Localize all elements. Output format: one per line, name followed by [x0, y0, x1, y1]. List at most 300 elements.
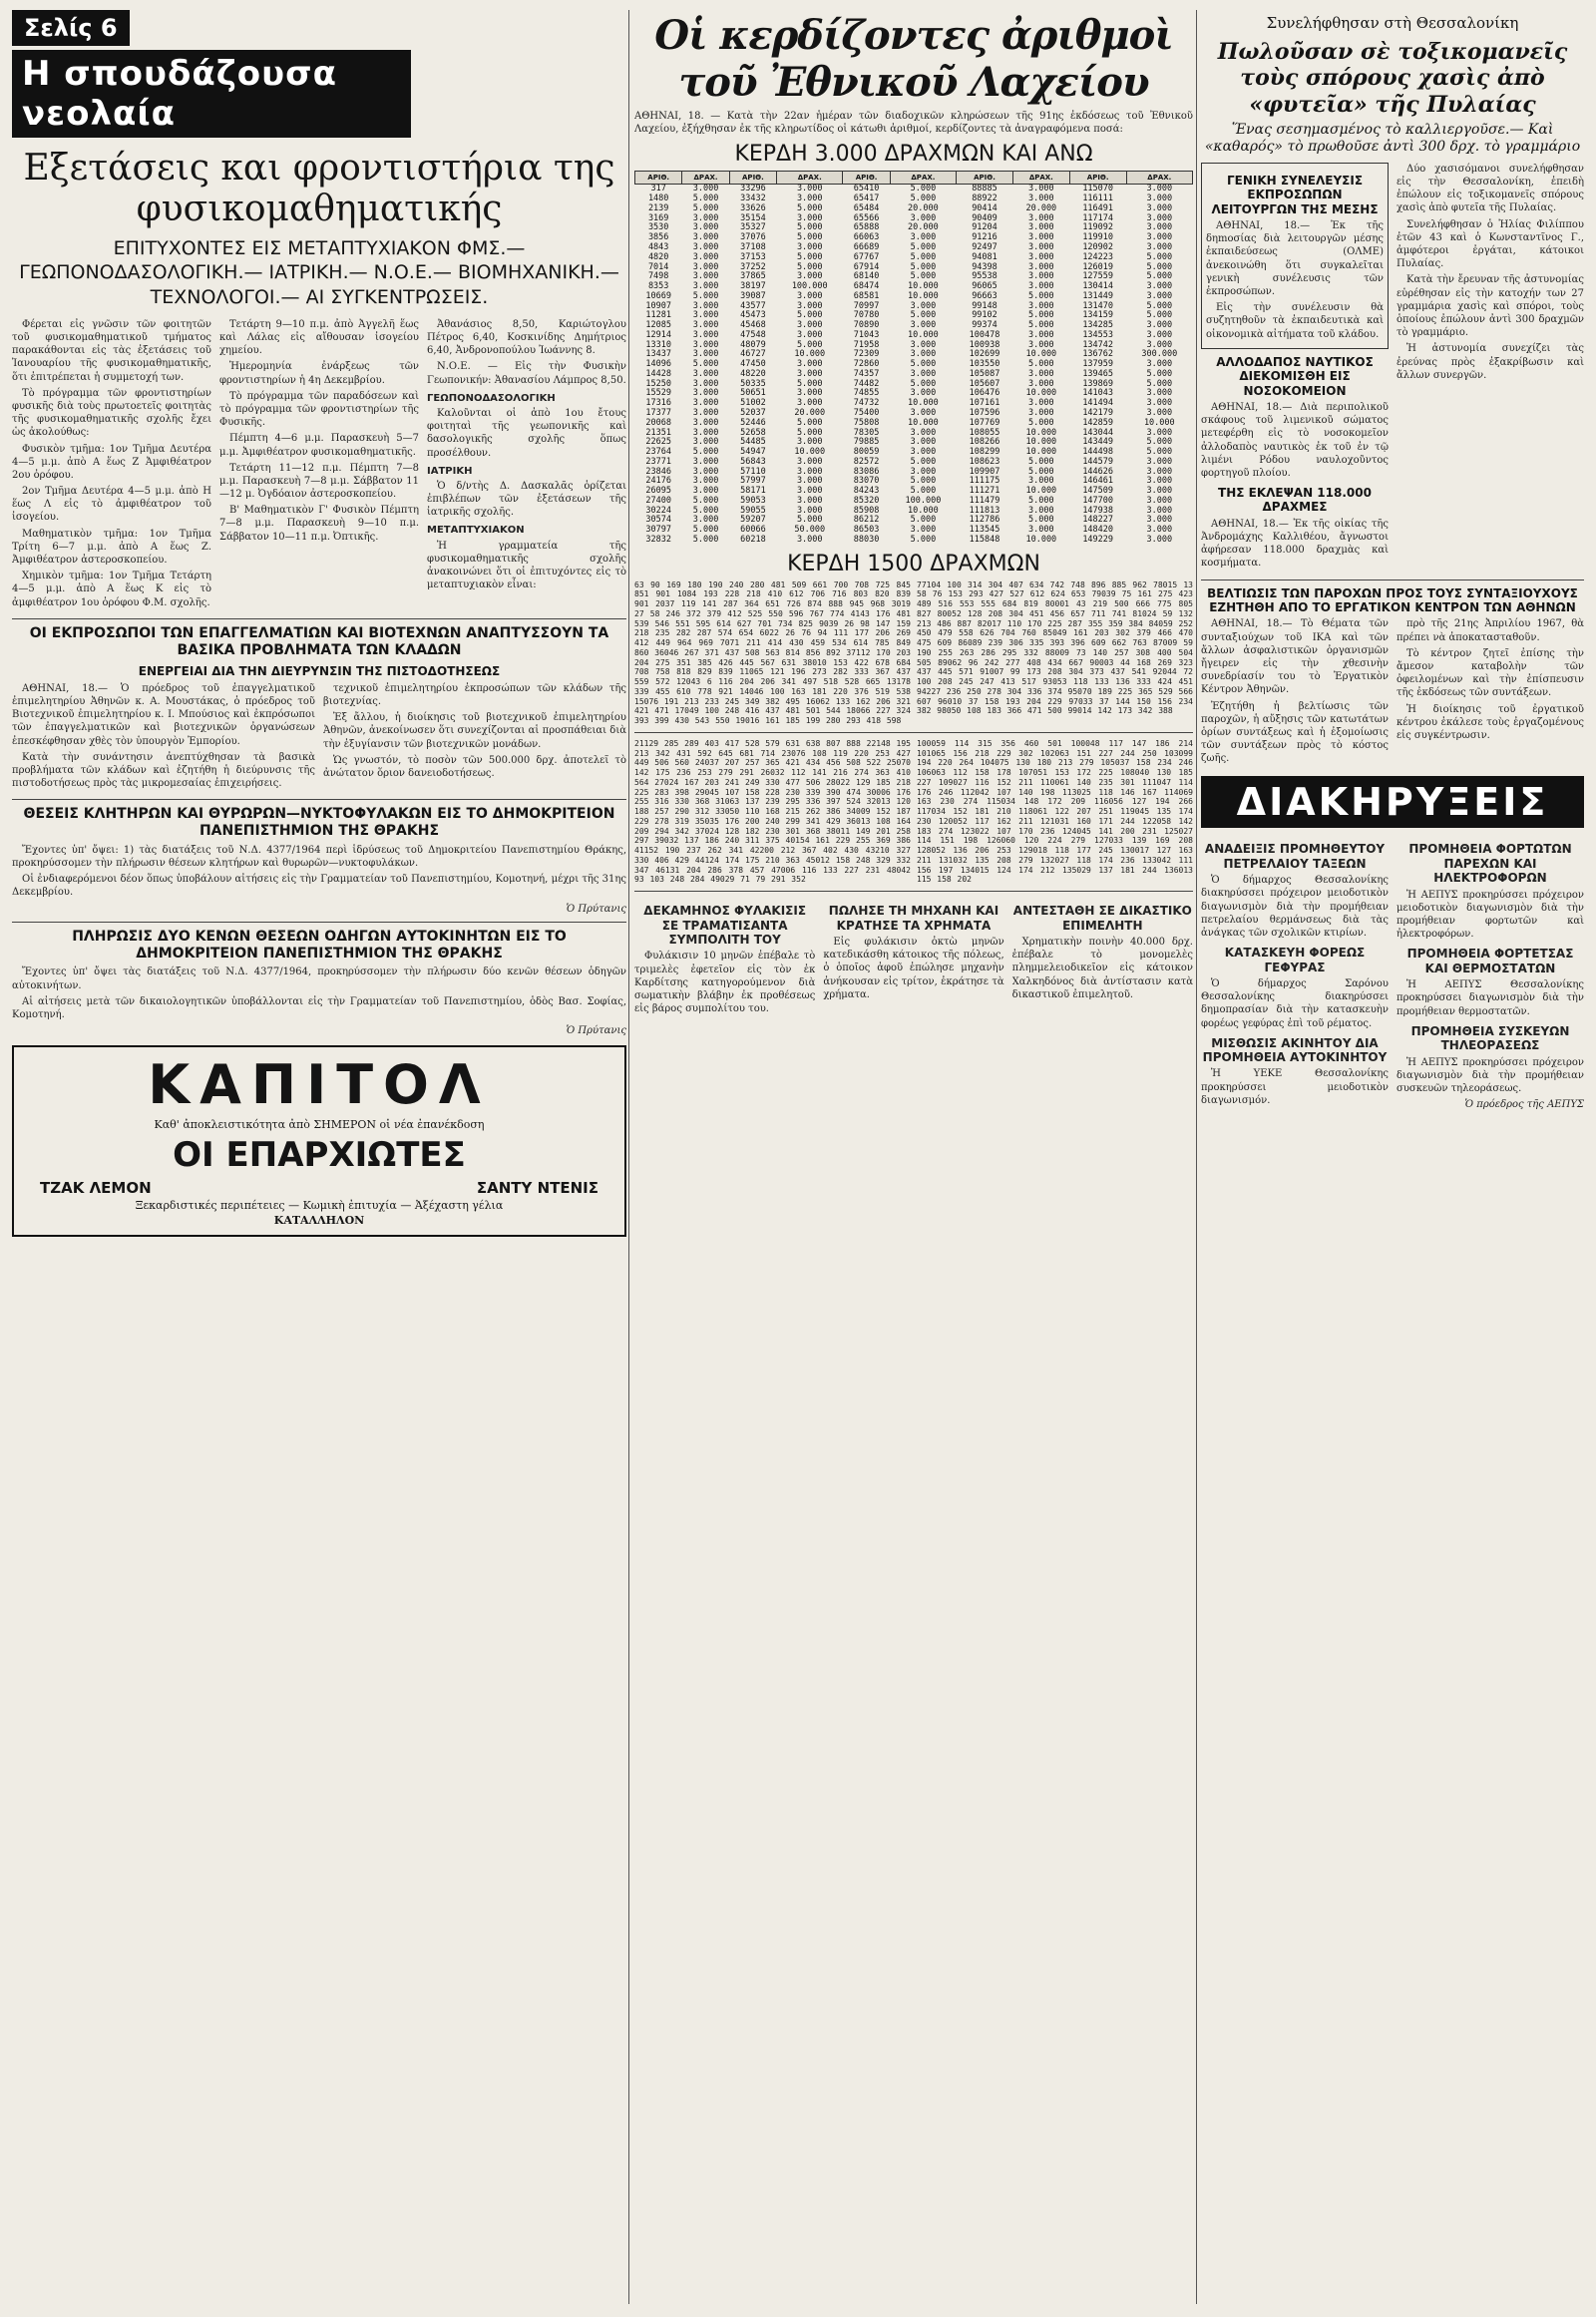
table-cell: 3.000	[692, 232, 719, 243]
table-row	[635, 536, 1193, 546]
doorkeepers-headline: ΘΕΣΕΙΣ ΚΛΗΤΗΡΩΝ ΚΑΙ ΘΥΡΩΡΩΝ—ΝΥΚΤΟΦΥΛΑΚΩΝ ΕΙΣ ΤΟ ΔΗΜΟΚΡΙΤΕΙΟΝ ΠΑΝΕΠΙΣΤΗΜΙΟΝ ΤΗΣ ΘΡΑΚΗΣ	[23, 806, 615, 840]
table-cell: 148227	[1082, 515, 1114, 526]
table-cell: 60218	[740, 534, 766, 545]
main-article	[12, 318, 626, 612]
drivers-article: Ἔχοντες ὑπ' ὄψει τὰς διατάξεις τοῦ Ν.Δ. 4377/1964, προκηρύσσομεν τὴν πλήρωσιν δύο κενῶν θέσεων ὁδηγῶν αὐτοκινήτων. Αἱ αἰτήσεις μετὰ τῶν δικαιολογητικῶν ὑποβάλλονται εἰς τὴν Γραμματείαν τοῦ Πανεπιστημίου, ὁδὸς Βασ. Σοφίας, Κομοτηνή. Ὁ Πρύτανις	[12, 966, 626, 1037]
table-cell: 50.000	[794, 525, 826, 536]
lottery-intro: ΑΘΗΝΑΙ, 18. — Κατὰ τὴν 22αν ἡμέραν τῶν διαδοχικῶν κληρώσεων τῆς 91ης ἐκδόσεως τοῦ Ἐθνικοῦ Λαχείου, ἐξήχθησαν ἐκ τῆς κληρωτίδος οἱ κάτωθι ἀριθμοί, κερδίζοντες τὰ ἀναγραφόμενα ποσά:	[634, 111, 1193, 136]
table-cell: 5.000	[796, 515, 823, 526]
notices: ΑΝΑΔΕΙΞΙΣ ΠΡΟΜΗΘΕΥΤΟΥ ΠΕΤΡΕΛΑΙΟΥ ΤΑΞΕΩΝ Ὁ δήμαρχος Θεσσαλονίκης διακηρύσσει πρόχειρον μειοδοτικὸν διαγωνισμὸν διὰ τὴν προμήθειαν πετρελαίου θερμάνσεως διὰ τὰς ἀνάγκας τῶν σχολικῶν κτιρίων. ΚΑΤΑΣΚΕΥΗ ΦΟΡΕΩΣ ΓΕΦΥΡΑΣ Ὁ δήμαρχος Σαρόνου Θεσσαλονίκης διακηρύσσει δημοπρασίαν διὰ τὴν κατασκευὴν φορέως γεφύρας ἐπὶ τοῦ ρέματος. ΜΙΣΘΩΣΙΣ ΑΚΙΝΗΤΟΥ ΔΙΑ ΠΡΟΜΗΘΕΙΑ ΑΥΤΟΚΙΝΗΤΟΥ Ἡ ΥΕΚΕ Θεσσαλονίκης προκηρύσσει μειοδοτικὸν διαγωνισμόν. ΠΡΟΜΗΘΕΙΑ ΦΟΡΤΩΤΩΝ ΠΑΡΕΧΩΝ ΚΑΙ ΗΛΕΚΤΡΟΦΟΡΩΝ Ἡ ΑΕΠΥΣ προκηρύσσει πρόχειρον μειοδοτικὸν διαγωνισμὸν διὰ τὴν προμήθειαν φορτωτῶν καὶ ἠλεκτροφόρων. ΠΡΟΜΗΘΕΙΑ ΦΟΡΤΕΤΣΑΣ ΚΑΙ ΘΕΡΜΟΣΤΑΤΩΝ Ἡ ΑΕΠΥΣ Θεσσαλονίκης προκηρύσσει διαγωνισμὸν διὰ τὴν προμήθειαν θερμοστατῶν. ΠΡΟΜΗΘΕΙΑ ΣΥΣΚΕΥΩΝ ΤΗΛΕΟΡΑΣΕΩΣ Ἡ ΑΕΠΥΣ προκηρύσσει πρόχειρον διαγωνισμὸν διὰ τὴν προμήθειαν συσκευῶν τηλεοράσεως. Ὁ πρόεδρος τῆς ΑΕΠΥΣ	[1201, 842, 1584, 1111]
table-cell: 37108	[740, 241, 766, 252]
prizes-1500-lists	[634, 580, 1193, 726]
table-cell: 3.000	[1146, 184, 1173, 194]
table-cell: 3856	[647, 232, 669, 243]
table-cell: 3.000	[910, 349, 937, 360]
table-cell: 3.000	[692, 427, 719, 438]
table-cell: 37153	[740, 251, 766, 262]
table-cell: 5.000	[1028, 310, 1054, 321]
table-cell: 72860	[853, 359, 880, 370]
table-cell: 10.000	[908, 417, 939, 428]
table-cell: 23846	[645, 466, 671, 477]
divider	[12, 618, 626, 619]
table-cell: 3.000	[1146, 339, 1173, 350]
prizes-1500-lists-lower	[634, 739, 1193, 885]
table-cell: 74482	[853, 378, 880, 389]
main-article-col2: Τετάρτη 9—10 π.μ. ἀπὸ Ἀγγελῆ ἕως καὶ Λάλας εἰς αἴθουσαν ἰσογείου χημείου. Ἡμερομηνία ἐνάρξεως τῶν φροντιστηρίων ἡ 4η Δεκεμβρίου. Τὸ πρόγραμμα τῶν παραδόσεων καὶ τὸ πρόγραμμα τῶν φροντιστηρίων τῆς Φυσικῆς. Πέμπτη 4—6 μ.μ. Παρασκευὴ 5—7 μ.μ. Ἀμφιθέατρον φυσικομαθηματικῆς. Τετάρτη 11—12 π.μ. Πέμπτη 7—8 μ.μ. Παρασκευὴ 7—8 μ.μ. Σάββατον 11—12 μ. Ὀγδόαιον ἀστεροσκοπείου. Β' Μαθηματικὸν Γ' Φυσικὸν Πέμπτη 7—8 μ.μ. Παρασκευὴ 9—10 π.μ. Σάββατον 10—11 π.μ. Ὀπτικῆς.	[219, 318, 419, 543]
table-cell: 50335	[740, 378, 766, 389]
table-cell: 71043	[853, 329, 880, 340]
table-cell: 52037	[740, 407, 766, 418]
table-cell: 3.000	[796, 271, 823, 282]
column-rule	[1196, 10, 1197, 2304]
table-cell: 37865	[740, 271, 766, 282]
advert-title: ΚΑΠΙΤΟΛ	[148, 1053, 491, 1117]
table-cell: 27400	[645, 495, 671, 506]
table-cell: 136762	[1082, 349, 1114, 360]
table-cell: 100938	[969, 339, 1000, 350]
table-cell: 32832	[645, 534, 671, 545]
table-cell: 3.000	[1146, 202, 1173, 213]
table-cell: 68581	[853, 290, 880, 301]
lottery-table	[634, 171, 1193, 545]
table-cell: 3.000	[1146, 486, 1173, 497]
table-cell: 108299	[969, 447, 1000, 458]
table-cell: 3.000	[692, 310, 719, 321]
table-cell: 3.000	[1028, 193, 1054, 204]
table-cell: 3.000	[910, 300, 937, 311]
table-cell: 5.000	[910, 251, 937, 262]
divider	[12, 922, 626, 923]
column-header: ΔΡΑΧ.	[1126, 172, 1192, 185]
table-cell: 90414	[972, 202, 998, 213]
table-cell: 3.000	[692, 222, 719, 233]
table-cell: 96065	[972, 281, 998, 292]
table-cell: 30224	[645, 505, 671, 516]
table-cell: 3.000	[796, 193, 823, 204]
table-cell: 5.000	[796, 378, 823, 389]
table-cell: 5.000	[796, 310, 823, 321]
table-cell: 10.000	[908, 505, 939, 516]
number-list: 100059 114 315 356 460 501 100048 117 147 186 214 101065 156 218 229 302 102063 151 227 244 250 103099 194 220 264 104075 130 180 213 279 105037 158 234 246 106063 112 158 178 107051 153 172 225 108040 130 185 227 109027 116 152 211 110061 140 235 301 111047 114 176 246 112042 107 140 198 113025 118 146 167 114069 163 230 274 115034 148 172 209 116056 127 194 266 117034 152 181 210 118061 122 207 251 119045 135 174 230 120052 117 162 211 121031 160 171 244 122058 142 183 274 123022 107 170 236 124045 141 200 231 125027 114 151 198 126060 120 224 279 127033 139 169 208 128052 136 206 253 129018 118 177 245 130017 127 163 211 131032 135 208 279 132027 118 174 236 133042 111 156 197 134015 124 174 212 135029 137 181 244 136013 115 158 202	[917, 738, 1193, 885]
prizes-1500-heading: ΚΕΡΔΗ 1500 ΔΡΑΧΜΩΝ	[787, 551, 1040, 577]
table-cell: 59053	[740, 495, 766, 506]
table-cell: 47450	[740, 359, 766, 370]
table-cell: 24176	[645, 476, 671, 487]
table-cell: 10.000	[1025, 447, 1057, 458]
number-list: 63 90 169 180 190 240 280 481 509 661 700 708 725 845 851 901 1084 193 228 218 410 612 706 716 803 820 839 901 2037 119 141 287 364 651 726 874 888 945 968 3019 27 58 246 372 379 412 525 550 596 767 774 4143 176 481 539 546 551 595 614 627 701 734 825 9039 26 98 147 159 218 235 282 287 574 654 6022 26 76 94 111 177 206 269 412 449 964 969 7071 211 414 430 459 534 614 785 849 860 36046 267 371 437 508 563 814 856 892 37112 170 203 204 275 351 385 426 445 567 631 38010 153 422 678 684 708 758 818 829 839 11065 121 196 273 282 333 367 437 559 572 12043 6 116 204 206 341 497 518 528 665 13178 339 455 610 778 921 14046 100 163 181 220 376 519 538 15076 191 213 233 245 349 382 495 16062 133 162 206 321 421 471 17049 100 248 416 437 481 501 544 18066 227 324 393 399 430 543 550 19016 161 185 199 280 293 418 598	[634, 579, 911, 726]
table-cell: 120902	[1082, 241, 1114, 252]
table-cell: 5.000	[1146, 271, 1173, 282]
table-cell: 91204	[972, 222, 998, 233]
right-upper: ΓΕΝΙΚΗ ΣΥΝΕΛΕΥΣΙΣ ΕΚΠΡΟΣΩΠΩΝ ΛΕΙΤΟΥΡΓΩΝ ΤΗΣ ΜΕΣΗΣ ΑΘΗΝΑΙ, 18.— Ἐκ τῆς δηmοσίας διὰ λειτουργῶν μέσης ἐκπαιδεύσεως (ΟΛΜΕ) ἀνεκοινώθη ὅτι συγκαλεῖται γενικὴ συνέλευσις τῶν ἐκπροσώπων. Εἰς τὴν συνέλευσιν θὰ συζητηθοῦν τὰ ἐκπαιδευτικὰ καὶ οἰκονομικὰ αἰτήματα τοῦ κλάδου. ΑΛΛΟΔΑΠΟΣ ΝΑΥΤΙΚΟΣ ΔΙΕΚΟΜΙΣΘΗ ΕΙΣ ΝΟΣΟΚΟΜΕΙΟΝ ΑΘΗΝΑΙ, 18.— Διὰ περιπολικοῦ σκάφους τοῦ λιμενικοῦ σώματος μετεφέρθη εἰς τὸ νοσοκομεῖον ἀλλοδαπὸς ναυτικὸς ἐκ τοῦ ἐν τῷ λιμένι Ρόδου ναυλοχοῦντος φορτηγοῦ πλοίου. ΤΗΣ ΕΚΛΕΨΑΝ 118.000 ΔΡΑΧΜΕΣ ΑΘΗΝΑΙ, 18.— Ἐκ τῆς οἰκίας τῆς Ἀνδρομάχης Καλλιθέου, ἄγνωστοι ἀφήρεσαν 118.000 δραχμὰς καὶ κοσμήματα. Δύο χασισόμανοι συνελήφθησαν εἰς τὴν Θεσσαλονίκη, ἐπειδὴ ἐπώλουν εἰς τοξικομανεῖς σπόρους χασὶς ἀπὸ φυτεῖα τῆς Πυλαίας. Συνελήφθησαν ὁ Ἠλίας Φιλίππου ἐτῶν 43 καὶ ὁ Κωνσταντῖνος Γ., ἀμφότεροι ἐργάται, κάτοικοι Πυλαίας. Κατὰ τὴν ἔρευναν τῆς ἀστυνομίας εὑρέθησαν εἰς τὴν κατοχήν των 27 γραμμάρια χασὶς καὶ σπόροι, τοὺς ὁποίους ἐπώλουν ἀντὶ 300 δραχμῶν τὸ γραμμάριο. Ἡ ἀστυνομία συνεχίζει τὰς ἐρεύνας πρὸς ἐξακρίβωσιν καὶ ἄλλων συνεργῶν.	[1201, 163, 1584, 574]
table-cell: 83070	[853, 476, 880, 487]
table-cell: 5.000	[910, 359, 937, 370]
table-cell: 37252	[740, 261, 766, 272]
table-cell: 20.000	[794, 407, 826, 418]
table-cell: 5.000	[796, 251, 823, 262]
table-cell: 14096	[645, 359, 671, 370]
table-cell: 3.000	[910, 437, 937, 448]
table-cell: 3.000	[1146, 320, 1173, 331]
table-cell: 90409	[972, 212, 998, 223]
table-cell: 3530	[647, 222, 669, 233]
table-cell: 10669	[645, 290, 671, 301]
drivers-signature: Ὁ Πρύτανις	[566, 1025, 626, 1037]
table-cell: 5.000	[910, 476, 937, 487]
table-cell: 5.000	[692, 534, 719, 545]
table-cell: 3.000	[1146, 407, 1173, 418]
table-cell: 3.000	[692, 329, 719, 340]
table-cell: 65417	[853, 193, 880, 204]
table-cell: 10.000	[1025, 388, 1057, 399]
table-cell: 5.000	[692, 525, 719, 536]
table-cell: 10.000	[908, 329, 939, 340]
drug-article: Δύο χασισόμανοι συνελήφθησαν εἰς τὴν Θεσσαλονίκη, ἐπειδὴ ἐπώλουν εἰς τοξικομανεῖς σπόρους χασὶς ἀπὸ φυτεῖα τῆς Πυλαίας. Συνελήφθησαν ὁ Ἠλίας Φιλίππου ἐτῶν 43 καὶ ὁ Κωνσταντῖνος Γ., ἀμφότεροι ἐργάται, κάτοικοι Πυλαίας. Κατὰ τὴν ἔρευναν τῆς ἀστυνομίας εὑρέθησαν εἰς τὴν κατοχήν των 27 γραμμάρια χασὶς καὶ σπόροι, τοὺς ὁποίους ἐπώλουν ἀντὶ 300 δραχμῶν τὸ γραμμάριο. Ἡ ἀστυνομία συνεχίζει τὰς ἐρεύνας πρὸς ἐξακρίβωσιν καὶ ἄλλων συνεργῶν.	[1396, 163, 1584, 381]
divider	[1201, 579, 1584, 580]
table-cell: 21351	[645, 427, 671, 438]
table-cell: 3.000	[692, 320, 719, 331]
table-cell: 143449	[1082, 437, 1114, 448]
table-cell: 10.000	[908, 281, 939, 292]
table-cell: 126019	[1082, 261, 1114, 272]
table-cell: 139465	[1082, 368, 1114, 379]
table-cell: 74357	[853, 368, 880, 379]
advert-tagline: Ξεκαρδιστικές περιπέτειες — Κωμικὴ ἐπιτυχία — Ἀξέχαστη γέλια	[135, 1199, 504, 1213]
table-cell: 5.000	[910, 271, 937, 282]
table-cell: 317	[650, 184, 666, 194]
table-cell: 88922	[972, 193, 998, 204]
table-cell: 5.000	[796, 232, 823, 243]
table-cell: 67767	[853, 251, 880, 262]
table-cell: 139869	[1082, 378, 1114, 389]
table-cell: 3.000	[692, 339, 719, 350]
table-cell: 130414	[1082, 281, 1114, 292]
notices-signature: Ὁ πρόεδρος τῆς ΑΕΠΥΣ	[1464, 1099, 1584, 1111]
table-cell: 88030	[853, 534, 880, 545]
advert-film-title: ΟΙ ΕΠΑΡΧΙΩΤΕΣ	[173, 1135, 466, 1176]
table-cell: 5.000	[692, 290, 719, 301]
table-cell: 85320	[853, 495, 880, 506]
table-cell: 20.000	[1025, 202, 1057, 213]
table-cell: 20068	[645, 417, 671, 428]
table-cell: 35154	[740, 212, 766, 223]
table-cell: 85908	[853, 505, 880, 516]
table-cell: 3.000	[1028, 398, 1054, 409]
table-cell: 3.000	[1146, 427, 1173, 438]
table-cell: 48220	[740, 368, 766, 379]
divider	[634, 891, 1193, 892]
column-header: ΔΡΑΧ.	[682, 172, 729, 185]
table-cell: 3.000	[692, 184, 719, 194]
table-cell: 33626	[740, 202, 766, 213]
table-cell: 91216	[972, 232, 998, 243]
table-cell: 70997	[853, 300, 880, 311]
table-cell: 3.000	[1028, 212, 1054, 223]
table-cell: 3.000	[910, 232, 937, 243]
table-cell: 117174	[1082, 212, 1114, 223]
table-cell: 5.000	[910, 378, 937, 389]
table-cell: 5.000	[692, 505, 719, 516]
table-cell: 13437	[645, 349, 671, 360]
table-cell: 3.000	[1146, 329, 1173, 340]
table-cell: 3169	[647, 212, 669, 223]
table-cell: 3.000	[1146, 398, 1173, 409]
table-cell: 105087	[969, 368, 1000, 379]
table-cell: 79885	[853, 437, 880, 448]
table-cell: 58171	[740, 486, 766, 497]
advert-rating: ΚΑΤΑΛΛΗΛΟΝ	[273, 1214, 365, 1228]
table-cell: 5.000	[796, 427, 823, 438]
table-cell: 88885	[972, 184, 998, 194]
table-cell: 52446	[740, 417, 766, 428]
table-cell: 12085	[645, 320, 671, 331]
table-cell: 3.000	[692, 241, 719, 252]
table-cell: 51002	[740, 398, 766, 409]
table-cell: 3.000	[692, 368, 719, 379]
table-cell: 5.000	[1028, 495, 1054, 506]
table-cell: 5.000	[1028, 515, 1054, 526]
table-cell: 60066	[740, 525, 766, 536]
table-cell: 3.000	[692, 417, 719, 428]
table-cell: 70780	[853, 310, 880, 321]
table-cell: 5.000	[1028, 359, 1054, 370]
table-cell: 10.000	[1025, 486, 1057, 497]
drivers-headline: ΠΛΗΡΩΣΙΣ ΔΥΟ ΚΕΝΩΝ ΘΕΣΕΩΝ ΟΔΗΓΩΝ ΑΥΤΟΚΙΝΗΤΩΝ ΕΙΣ ΤΟ ΔΗΜΟΚΡΙΤΕΙΟΝ ΠΑΝΕΠΙΣΤΗΜΙΟΝ ΤΗΣ ΘΡΑΚΗΣ	[72, 928, 567, 962]
court-briefs	[634, 898, 1193, 1018]
table-cell: 3.000	[796, 329, 823, 340]
table-cell: 4843	[647, 241, 669, 252]
table-cell: 3.000	[796, 505, 823, 516]
table-cell: 5.000	[1146, 310, 1173, 321]
table-cell: 3.000	[692, 486, 719, 497]
lottery-headline: Οἱ κερδίζοντες ἀριθμοὶ τοῦ Ἐθνικοῦ Λαχείου	[654, 12, 1173, 106]
table-cell: 3.000	[1146, 495, 1173, 506]
pensions-headline: ΒΕΛΤΙΩΣΙΣ ΤΩΝ ΠΑΡΟΧΩΝ ΠΡΟΣ ΤΟΥΣ ΣΥΝΤΑΞΙΟΥΧΟΥΣ ΕΖΗΤΗΘΗ ΑΠΟ ΤΟ ΕΡΓΑΤΙΚΟΝ ΚΕΝΤΡΟΝ ΤΩΝ ΑΘΗΝΩΝ	[1207, 585, 1578, 614]
table-cell: 30574	[645, 515, 671, 526]
table-cell: 3.000	[1146, 456, 1173, 467]
table-cell: 3.000	[1028, 261, 1054, 272]
table-cell: 134553	[1082, 329, 1114, 340]
table-cell: 57110	[740, 466, 766, 477]
table-cell: 26095	[645, 486, 671, 497]
table-cell: 5.000	[1028, 466, 1054, 477]
table-cell: 147700	[1082, 495, 1114, 506]
table-cell: 86503	[853, 525, 880, 536]
table-cell: 71958	[853, 339, 880, 350]
table-cell: 3.000	[692, 251, 719, 262]
table-cell: 2139	[647, 202, 669, 213]
number-list: 21129 285 289 403 417 528 579 631 638 807 888 22148 195 213 342 431 592 645 681 714 23076 108 119 220 253 427 449 506 560 24037 207 257 365 421 434 456 508 522 25070 142 175 236 253 279 291 26032 112 141 216 274 363 410 564 27024 167 203 241 249 330 477 506 28022 129 185 218 225 283 398 29045 107 158 228 230 339 390 474 30006 176 255 316 330 368 31063 137 239 295 336 397 524 32013 120 188 257 290 312 33050 110 168 215 262 386 34009 152 187 229 278 319 35035 176 200 240 299 341 429 36013 108 164 209 294 342 37024 128 182 230 301 368 38011 149 201 258 297 39032 137 186 240 311 375 40154 161 229 255 369 386 41152 190 237 262 341 42200 212 367 402 430 43210 327 330 406 429 44124 174 175 210 363 45012 158 248 329 332 347 46131 204 286 378 457 47006 116 133 227 231 48042 93 103 248 284 49029 71 79 291 352	[634, 738, 911, 885]
table-cell: 5.000	[1146, 368, 1173, 379]
notices-banner: ΔΙΑΚΗΡΥΞΕΙΣ	[1201, 776, 1584, 828]
court-brief: ΔΕΚΑΜΗΝΟΣ ΦΥΛΑΚΙΣΙΣ ΣΕ ΤΡΑΜΑΤΙΣΑΝΤΑ ΣΥΜΠΟΛΙΤΗ ΤΟΥ Φυλάκισιν 10 μηνῶν ἐπέβαλε τὸ τριμελὲς ἐφετεῖον εἰς τὸν ἐκ Καρδίτσης κατηγορούμενον διὰ σωματικὴν βλάβην ἐκ προθέσεως εἰς βάρος συμπολίτου του.	[634, 904, 816, 1015]
table-cell: 134285	[1082, 320, 1114, 331]
table-cell: 5.000	[1028, 456, 1054, 467]
table-cell: 115848	[969, 534, 1000, 545]
table-cell: 116111	[1082, 193, 1114, 204]
table-cell: 103550	[969, 359, 1000, 370]
table-cell: 10.000	[908, 290, 939, 301]
table-cell: 3.000	[692, 271, 719, 282]
table-cell: 95538	[972, 271, 998, 282]
table-cell: 3.000	[796, 495, 823, 506]
table-cell: 10.000	[794, 349, 826, 360]
table-cell: 17316	[645, 398, 671, 409]
table-cell: 5.000	[1028, 320, 1054, 331]
table-cell: 3.000	[1028, 476, 1054, 487]
table-cell: 39087	[740, 290, 766, 301]
table-cell: 112786	[969, 515, 1000, 526]
table-cell: 83086	[853, 466, 880, 477]
table-cell: 148420	[1082, 525, 1114, 536]
table-cell: 3.000	[1028, 300, 1054, 311]
table-cell: 108266	[969, 437, 1000, 448]
table-cell: 67914	[853, 261, 880, 272]
table-cell: 107769	[969, 417, 1000, 428]
table-cell: 10.000	[1025, 534, 1057, 545]
table-cell: 5.000	[1146, 300, 1173, 311]
doorkeepers-signature: Ὁ Πρύτανις	[566, 903, 626, 915]
prizes-3000-heading: ΚΕΡΔΗ 3.000 ΔΡΑΧΜΩΝ ΚΑΙ ΑΝΩ	[734, 142, 1093, 168]
lottery-table-body	[635, 185, 1193, 546]
table-cell: 3.000	[692, 437, 719, 448]
table-cell: 3.000	[1146, 515, 1173, 526]
table-cell: 100.000	[905, 495, 942, 506]
table-cell: 3.000	[1028, 271, 1054, 282]
table-cell: 37076	[740, 232, 766, 243]
table-cell: 65888	[853, 222, 880, 233]
table-cell: 5.000	[796, 222, 823, 233]
table-cell: 108623	[969, 456, 1000, 467]
table-cell: 5.000	[796, 261, 823, 272]
table-cell: 3.000	[1028, 505, 1054, 516]
table-cell: 5.000	[796, 202, 823, 213]
table-cell: 1480	[647, 193, 669, 204]
table-cell: 15250	[645, 378, 671, 389]
table-cell: 3.000	[910, 212, 937, 223]
table-cell: 3.000	[796, 290, 823, 301]
table-cell: 82572	[853, 456, 880, 467]
table-cell: 3.000	[910, 407, 937, 418]
table-cell: 54947	[740, 447, 766, 458]
table-cell: 111175	[969, 476, 1000, 487]
middle-column	[634, 10, 1193, 2304]
column-header: ΑΡΙΘ.	[729, 172, 776, 185]
table-cell: 45473	[740, 310, 766, 321]
table-cell: 43577	[740, 300, 766, 311]
table-cell: 15529	[645, 388, 671, 399]
lottery-table-header	[635, 172, 1193, 185]
table-cell: 300.000	[1141, 349, 1178, 360]
table-cell: 8353	[647, 281, 669, 292]
table-cell: 3.000	[796, 466, 823, 477]
table-cell: 147509	[1082, 486, 1114, 497]
table-cell: 99374	[972, 320, 998, 331]
table-cell: 22625	[645, 437, 671, 448]
table-cell: 10.000	[1025, 437, 1057, 448]
table-cell: 141043	[1082, 388, 1114, 399]
table-cell: 94081	[972, 251, 998, 262]
table-cell: 3.000	[692, 388, 719, 399]
table-cell: 3.000	[692, 281, 719, 292]
table-cell: 4820	[647, 251, 669, 262]
table-cell: 5.000	[910, 241, 937, 252]
table-cell: 3.000	[910, 447, 937, 458]
number-list: 77104 100 314 304 407 634 742 748 896 885 962 78015 13 58 76 153 293 427 527 612 624 653 79039 75 161 275 423 489 516 553 555 684 819 80001 43 219 500 666 775 805 827 80052 128 208 304 451 456 657 711 741 81024 59 132 213 486 887 82017 110 170 225 287 355 359 384 84059 252 450 479 558 626 704 760 85049 161 203 302 379 466 470 475 609 86089 239 306 335 393 396 609 662 763 87009 59 190 255 263 286 295 332 88009 73 140 257 308 400 504 505 89062 96 242 277 408 434 667 90003 44 168 269 323 437 445 571 91007 99 173 208 304 373 437 541 92044 72 100 208 245 247 413 517 93053 118 133 136 333 424 451 94227 236 250 278 304 336 374 95070 189 225 365 529 566 607 96010 37 158 193 204 229 97033 37 144 150 156 234 382 98050 108 183 366 471 500 99014 142 173 342 388	[917, 579, 1193, 716]
table-cell: 59207	[740, 515, 766, 526]
table-cell: 59055	[740, 505, 766, 516]
section-title: Η σπουδάζουσα νεολαία	[12, 50, 411, 138]
main-article-col3: Ἀθανάσιος 8,50, Καριώτογλου Πέτρος 6,40, Κοσκινίδης Δημήτριος 6,40, Ἀνδρονοπούλου Ἰωάννης 8. Ν.Ο.Ε. — Εἰς τὴν Φυσικὴν Γεωπονικήν: Ἀθανασίου Λάμπρος 8,50. ΓΕΩΠΟΝΟΔΑΣΟΛΟΓΙΚΗ Καλοῦνται οἱ ἀπὸ 1ου ἔτους φοιτηταὶ τῆς γεωπονικῆς καὶ δασολογικῆς σχολῆς ὅπως προσέλθουν. ΙΑΤΡΙΚΗ Ὁ δ/ντὴς Δ. Δασκαλᾶς ὁρίζεται ἐπιβλέπων τῶν ἐξετάσεων τῆς ἰατρικῆς σχολῆς. ΜΕΤΑΠΤΥΧΙΑΚΟΝ Ἡ γραμματεία τῆς φυσικομαθηματικῆς σχολῆς ἀνακοινώνει ὅτι οἱ ἐπιτυχόντες εἰς τὸ μεταπτυχιακὸν εἶναι:	[427, 318, 626, 591]
table-cell: 5.000	[1028, 417, 1054, 428]
table-cell: 84243	[853, 486, 880, 497]
advert-stars: ΤΖΑΚ ΛΕΜΟΝ ΣΑΝΤΥ ΝΤΕΝΙΣ	[40, 1179, 598, 1198]
table-cell: 3.000	[910, 525, 937, 536]
table-cell: 3.000	[796, 437, 823, 448]
table-cell: 65410	[853, 184, 880, 194]
table-cell: 116491	[1082, 202, 1114, 213]
table-cell: 68474	[853, 281, 880, 292]
table-cell: 3.000	[692, 515, 719, 526]
table-cell: 5.000	[910, 261, 937, 272]
table-cell: 141494	[1082, 398, 1114, 409]
table-cell: 3.000	[796, 359, 823, 370]
table-cell: 137959	[1082, 359, 1114, 370]
doorkeepers-article: Ἔχοντες ὑπ' ὄψει: 1) τὰς διατάξεις τοῦ Ν.Δ. 4377/1964 περὶ ἱδρύσεως τοῦ Δημοκριτείου Πανεπιστημίου Θράκης, προκηρύσσομεν τὴν πλήρωσιν θέσεων κλητήρων καὶ θυρωρῶν—νυκτοφυλάκων. Οἱ ἐνδιαφερόμενοι δέον ὅπως ὑποβάλουν αἰτήσεις εἰς τὴν Γραμματείαν τοῦ Πανεπιστημίου, Κομοτηνή, μέχρι τῆς 31ης Δεκεμβρίου. Ὁ Πρύτανις	[12, 844, 626, 915]
table-cell: 3.000	[1028, 184, 1054, 194]
table-cell: 5.000	[1146, 437, 1173, 448]
table-cell: 107161	[969, 398, 1000, 409]
column-header: ΔΡΑΧ.	[890, 172, 956, 185]
main-deck: ΕΠΙΤΥΧΟΝΤΕΣ ΕΙΣ ΜΕΤΑΠΤΥΧΙΑΚΟΝ ΦΜΣ.— ΓΕΩΠΟΝΟΔΑΣΟΛΟΓΙΚΗ.— ΙΑΤΡΙΚΗ.— Ν.Ο.Ε.— ΒΙΟΜΗΧΑΝΙΚΗ.— ΤΕΧΝΟΛΟΓΟΙ.— ΑΙ ΣΥΓΚΕΝΤΡΩΣΕΙΣ.	[19, 236, 619, 309]
table-cell: 3.000	[1146, 222, 1173, 233]
table-cell: 3.000	[1028, 222, 1054, 233]
main-article-col1: Φέρεται εἰς γνῶσιν τῶν φοιτητῶν τοῦ φυσικομαθηματικοῦ τμήματος παρακάθονται εἰς τὰς ἐξετάσεις τοῦ Ἰανουαρίου τῆς φυσικομαθηματικῆς, ὅτι ἐπιτρέπεται ἡ συμμετοχή των. Τὸ πρόγραμμα τῶν φροντιστηρίων φυσικῆς διὰ τοὺς πρωτοετεῖς φοιτητὰς τῆς φυσικομαθηματικῆς σχολῆς ἔχει ὡς ἀκολούθως: Φυσικὸν τμῆμα: 1ον Τμῆμα Δευτέρα 4—5 μ.μ. ἀπὸ Α ἕως Ζ Ἀμφιθέατρον 2ου ὀρόφου. 2ον Τμῆμα Δευτέρα 4—5 μ.μ. ἀπὸ Η ἕως Λ εἰς τὸ ἀμφιθέατρον τοῦ ἰσογείου. Μαθηματικὸν τμῆμα: 1ον Τμῆμα Τρίτη 6—7 μ.μ. ἀπὸ Α ἕως Ζ. Ἀμφιθέατρον ἀστεροσκοπείου. Χημικὸν τμῆμα: 1ον Τμῆμα Τετάρτη 4—5 μ.μ. ἀπὸ Α ἕως Κ εἰς τὸ ἀμφιθέατρον 1ου ὀρόφου Φ.Μ. σχολῆς.	[12, 318, 211, 608]
column-header: ΑΡΙΘ.	[957, 172, 1013, 185]
table-cell: 3.000	[692, 378, 719, 389]
table-cell: 13310	[645, 339, 671, 350]
main-headline: Εξετάσεις και φροντιστήρια της φυσικομαθηματικής	[23, 148, 615, 230]
court-brief: ΑΝΤΕΣΤΑΘΗ ΣΕ ΔΙΚΑΣΤΙΚΟ ΕΠΙΜΕΛΗΤΗ Χρηματικὴν ποινὴν 40.000 δρχ. ἐπέβαλε τὸ μονομελὲς πλημμελειοδικεῖον εἰς κάτοικον Χαλκηδόνος διὰ ἀντίστασιν κατὰ δικαστικοῦ ἐπιμελητοῦ.	[1011, 904, 1193, 1000]
table-cell: 52658	[740, 427, 766, 438]
table-cell: 100478	[969, 329, 1000, 340]
table-cell: 3.000	[910, 368, 937, 379]
right-column	[1201, 10, 1584, 2304]
table-cell: 20.000	[908, 202, 939, 213]
table-cell: 3.000	[692, 349, 719, 360]
table-cell: 99102	[972, 310, 998, 321]
table-cell: 78305	[853, 427, 880, 438]
table-cell: 3.000	[1146, 232, 1173, 243]
table-cell: 5.000	[910, 193, 937, 204]
table-cell: 7498	[647, 271, 669, 282]
table-cell: 107596	[969, 407, 1000, 418]
table-cell: 5.000	[692, 495, 719, 506]
table-cell: 3.000	[1146, 525, 1173, 536]
table-cell: 3.000	[692, 261, 719, 272]
table-cell: 3.000	[796, 212, 823, 223]
left-column	[12, 10, 626, 2304]
table-cell: 70890	[853, 320, 880, 331]
table-cell: 124223	[1082, 251, 1114, 262]
table-cell: 111813	[969, 505, 1000, 516]
table-cell: 74855	[853, 388, 880, 399]
table-cell: 74732	[853, 398, 880, 409]
table-cell: 14428	[645, 368, 671, 379]
table-cell: 3.000	[1146, 241, 1173, 252]
table-cell: 5.000	[1146, 251, 1173, 262]
table-cell: 3.000	[910, 388, 937, 399]
